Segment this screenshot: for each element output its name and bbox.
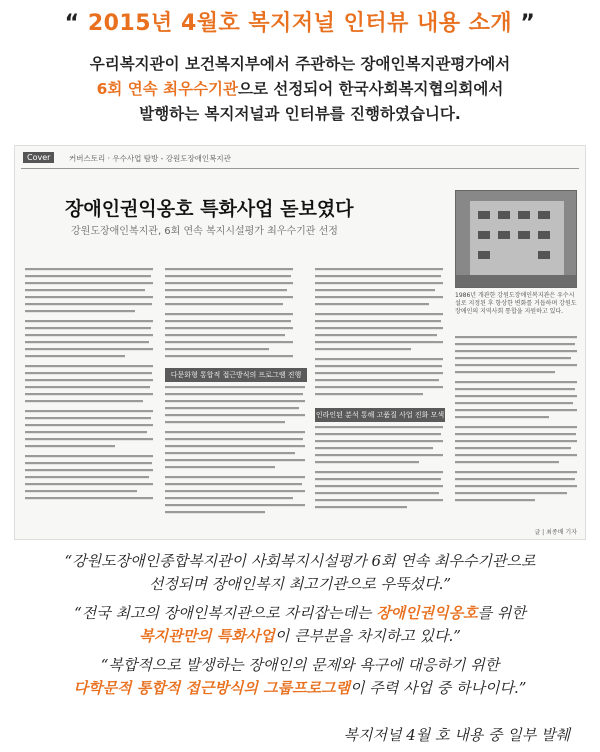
quote-2-line-2-post: 이 큰부분을 차지하고 있다.”: [274, 627, 461, 645]
intro-line-1: 우리복지관이 보건복지부에서 주관하는 장애인복지관평가에서: [89, 55, 511, 73]
quote-3-line-1: “복합적으로 발생하는 장애인의 문제와 욕구에 대응하기 위한: [100, 656, 500, 674]
article-headline: 장애인권익옹호 특화사업 돋보였다: [65, 198, 354, 220]
quote-2-line-1-post: 를 위한: [477, 604, 526, 622]
quote-2-highlight-1: 장애인권익옹호: [376, 604, 478, 622]
window-shape: [518, 211, 530, 219]
article-subhead: 강원도장애인복지관, 6회 연속 복지시설평가 최우수기관 선정: [71, 226, 338, 237]
quote-1-line-2: 선정되며 장애인복지 최고기관으로 우뚝섰다.”: [148, 575, 452, 593]
article-column-3: [315, 266, 445, 406]
column-3b-text-lines: [315, 424, 445, 524]
window-shape: [538, 231, 550, 239]
quote-2-line-1-pre: “전국 최고의 장애인복지관으로 자리잡는데는: [74, 604, 377, 622]
article-scan: [14, 145, 586, 540]
intro-line-2: [0, 77, 600, 102]
article-header: [15, 150, 585, 168]
window-shape: [478, 231, 490, 239]
column-3-text-lines: [315, 266, 445, 406]
article-column-4: [455, 334, 579, 524]
intro-paragraph: [0, 52, 600, 127]
article-column-3b: [315, 424, 445, 524]
quote-3-line-2-post: 이 주력 사업 중 하나이다.”: [350, 679, 527, 697]
window-shape: [478, 211, 490, 219]
photo-caption: 1986년 개관한 강원도장애인복지관은 우수시설로 지정된 후 항상한 변화를 거듭하며 강원도 장애인의 지역사회 통합을 지원하고 있다.: [455, 292, 577, 315]
title-open-quote: “: [64, 11, 80, 36]
quote-3-highlight: 다학문적 통합적 접근방식의 그룹프로그램: [73, 679, 351, 697]
header-divider: [21, 168, 579, 169]
window-shape: [538, 251, 550, 259]
building-facade: [470, 201, 564, 275]
intro-line-3: 발행하는 복지저널과 인터뷰를 진행하였습니다.: [139, 105, 461, 123]
intro-line-2-rest: 으로 선정되어 한국사회복지협의회에서: [238, 80, 504, 98]
article-column-1: [25, 266, 155, 506]
cover-label: Cover: [23, 152, 54, 163]
window-shape: [498, 211, 510, 219]
building-photo: [455, 190, 577, 288]
window-shape: [478, 251, 490, 259]
article-column-2: [165, 266, 295, 366]
article-footer: 글 | 최종배 기자: [534, 529, 577, 536]
quote-3-line-2: [0, 677, 600, 700]
quote-2-line-1: [0, 602, 600, 625]
window-shape: [498, 231, 510, 239]
source-signoff: 복지저널 4월 호 내용 중 일부 발췌: [343, 726, 570, 744]
article-column-2b: [165, 384, 307, 524]
column-2-text-lines: [165, 266, 295, 366]
title-text: 2015년 4월호 복지저널 인터뷰 내용 소개: [87, 11, 513, 36]
section-heading-2: 인라인된 분석 통해 고품질 사업 진화 모색: [315, 408, 445, 422]
page-title: [0, 6, 600, 37]
quote-1-line-1: “강원도장애인종합복지관이 사회복지시설평가 6회 연속 최우수기관으로: [64, 552, 536, 570]
intro-highlight: 6회 연속 최우수기관: [96, 80, 239, 98]
column-1-text-lines: [25, 266, 155, 506]
window-shape: [518, 231, 530, 239]
section-heading-1: 다문화형 통합적 접근방식의 프로그램 진행: [165, 368, 307, 382]
quotes-block: [0, 550, 600, 700]
column-4-text-lines: [455, 334, 579, 524]
window-shape: [538, 211, 550, 219]
building-ground: [456, 275, 576, 287]
quote-2-line-2: [0, 625, 600, 648]
title-close-quote: ”: [520, 11, 536, 36]
quote-2-highlight-2: 복지관만의 특화사업: [139, 627, 275, 645]
article-header-text: 커버스토리 · 우수사업 탐방 - 강원도장애인복지관: [69, 154, 231, 163]
column-2b-text-lines: [165, 384, 307, 524]
